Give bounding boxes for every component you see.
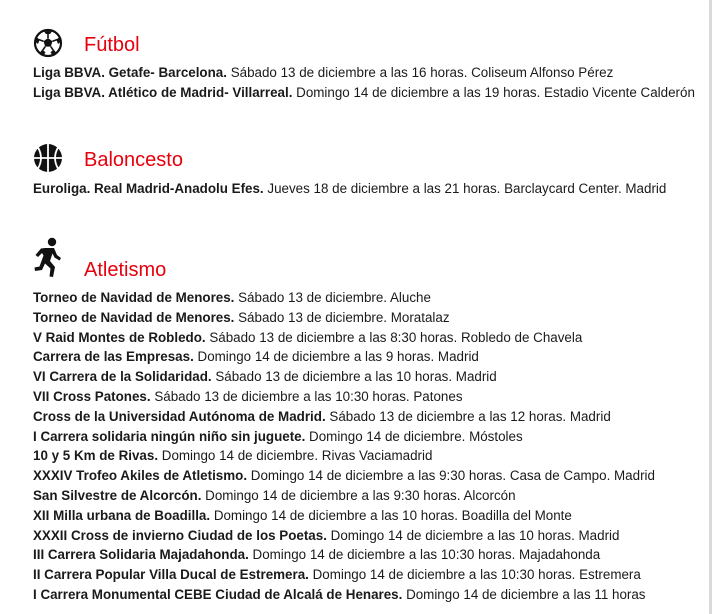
list-item (33, 486, 705, 506)
event-name: Euroliga. Real Madrid-Anadolu Efes. (33, 181, 264, 196)
event-details: Domingo 14 de diciembre a las 10 horas. Madrid (326, 527, 620, 543)
event-details: Domingo 14 de diciembre. Rivas Vaciamadrid (158, 448, 433, 464)
list-item (33, 446, 705, 466)
event-details: Domingo 14 de diciembre a las 19 horas. Estadio Vicente Calderón (292, 84, 695, 100)
event-name: Cross de la Universidad Autónoma de Madrid. (33, 408, 326, 424)
event-details: Sábado 13 de diciembre a las 8:30 horas. Robledo de Chavela (205, 329, 583, 345)
event-name: Torneo de Navidad de Menores. (33, 290, 235, 305)
list-item (33, 63, 705, 83)
event-name: XXXII Cross de invierno Ciudad de los Poetas. (33, 527, 327, 543)
event-name: II Carrera Popular Villa Ducal de Estremera. (33, 567, 309, 583)
event-name: Liga BBVA. Getafe- Barcelona. (33, 65, 227, 80)
event-details: Sábado 13 de diciembre. Aluche (234, 290, 431, 305)
event-details: Sábado 13 de diciembre. Moratalaz (234, 309, 450, 325)
event-details: Sábado 13 de diciembre a las 16 horas. Coliseum Alfonso Pérez (226, 65, 614, 80)
list-item (33, 545, 705, 565)
list-item (33, 526, 705, 546)
event-name: Liga BBVA. Atlético de Madrid- Villarreal. (33, 84, 293, 100)
section-header (33, 28, 705, 62)
list-item (33, 328, 705, 348)
list-item (33, 83, 705, 103)
event-list (33, 179, 705, 199)
event-name: V Raid Montes de Robledo. (33, 329, 206, 345)
list-item (33, 288, 705, 308)
list-item (33, 367, 705, 387)
list-item (33, 308, 705, 328)
event-details: Domingo 14 de diciembre a las 9:30 horas. Alcorcón (201, 487, 516, 503)
event-details: Jueves 18 de diciembre a las 21 horas. Barclaycard Center. Madrid (263, 181, 667, 196)
event-details: Domingo 14 de diciembre a las 10:30 horas. Majadahonda (248, 547, 601, 563)
section-header (33, 237, 705, 287)
event-details: Domingo 14 de diciembre a las 11 horas (402, 586, 646, 602)
list-item (33, 407, 705, 427)
event-name: Torneo de Navidad de Menores. (33, 309, 235, 325)
event-name: I Carrera Monumental CEBE Ciudad de Alcalá de Henares. (33, 586, 403, 602)
list-item (33, 387, 705, 407)
event-name: XII Milla urbana de Boadilla. (33, 507, 211, 523)
event-name: I Carrera solidaria ningún niño sin juguete. (33, 428, 306, 444)
list-item (33, 179, 705, 199)
event-name: III Carrera Solidaria Majadahonda. (33, 547, 249, 563)
section-header (33, 143, 705, 177)
event-details: Sábado 13 de diciembre a las 10 horas. Madrid (211, 369, 497, 385)
list-item (33, 466, 705, 486)
event-details: Sábado 13 de diciembre a las 10:30 horas. Patones (150, 388, 463, 404)
event-name: San Silvestre de Alcorcón. (33, 487, 202, 503)
event-details: Domingo 14 de diciembre. Móstoles (305, 428, 523, 444)
event-name: VI Carrera de la Solidaridad. (33, 369, 212, 385)
event-details: Domingo 14 de diciembre a las 9 horas. Madrid (193, 349, 479, 365)
list-item (33, 585, 705, 605)
section-futbol (33, 28, 705, 103)
event-name: XXXIV Trofeo Akiles de Atletismo. (33, 468, 248, 484)
section-atletismo (33, 237, 705, 605)
list-item (33, 565, 705, 585)
section-title: Fútbol (84, 34, 140, 56)
soccer-ball-icon (33, 28, 63, 62)
event-name: VII Cross Patones. (33, 388, 151, 404)
list-item (33, 347, 705, 367)
event-details: Domingo 14 de diciembre a las 10 horas. Boadilla del Monte (210, 507, 572, 523)
event-details: Domingo 14 de diciembre a las 9:30 horas. Casa de Campo. Madrid (247, 468, 655, 484)
section-baloncesto (33, 143, 705, 199)
list-item (33, 506, 705, 526)
event-name: Carrera de las Empresas. (33, 349, 194, 365)
event-list (33, 63, 705, 103)
event-details: Sábado 13 de diciembre a las 12 horas. Madrid (325, 408, 611, 424)
list-item (33, 427, 705, 447)
runner-icon (33, 237, 63, 279)
event-details: Domingo 14 de diciembre a las 10:30 horas. Estremera (308, 567, 641, 583)
event-list (33, 288, 705, 605)
basketball-icon (33, 143, 63, 177)
section-title: Atletismo (84, 259, 167, 281)
event-name: 10 y 5 Km de Rivas. (33, 448, 159, 464)
section-title: Baloncesto (84, 149, 183, 171)
